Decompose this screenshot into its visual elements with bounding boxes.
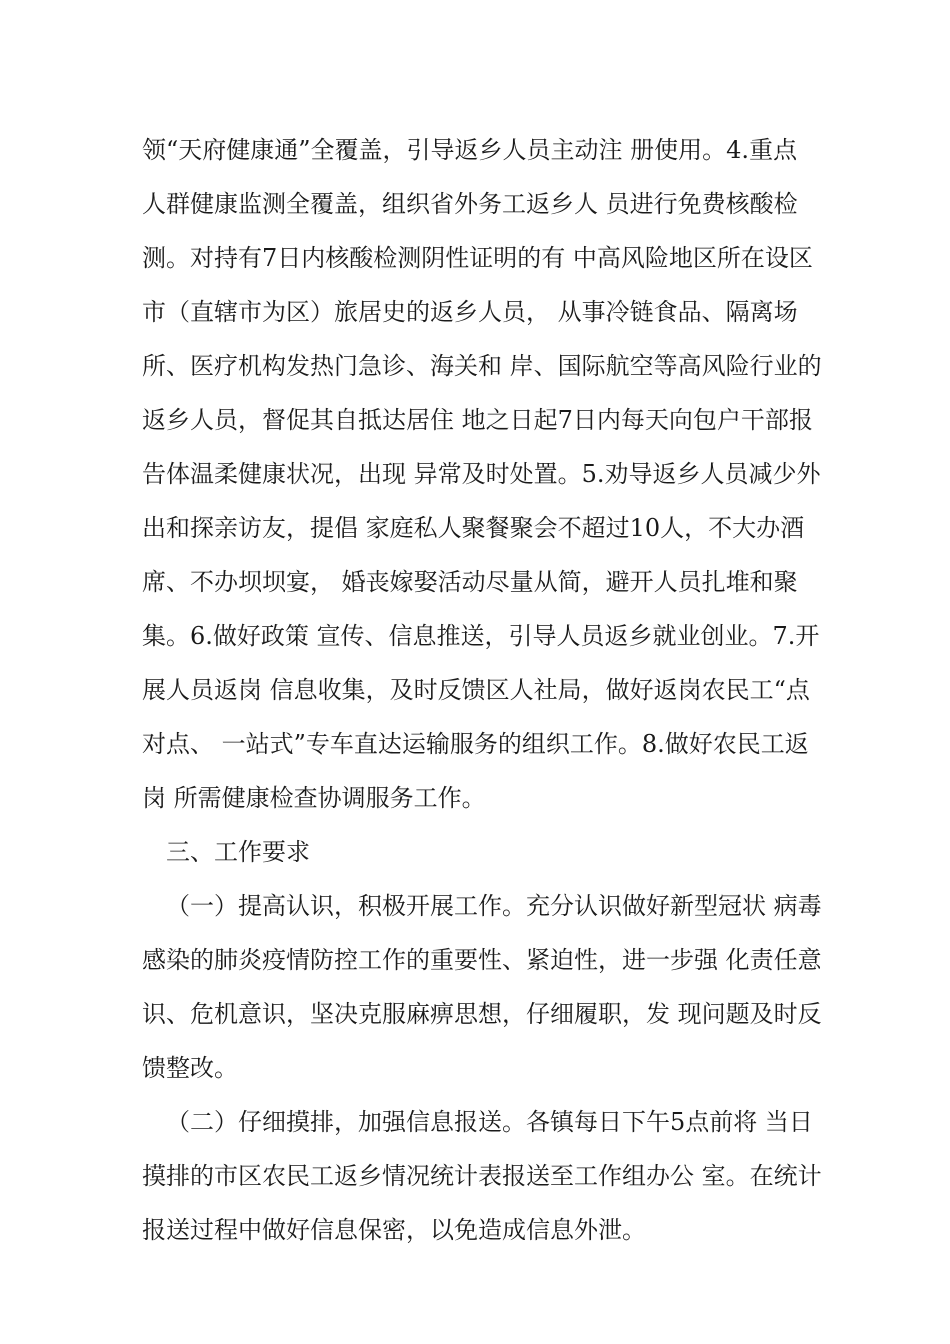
- body-line: 测。对持有7日内核酸检测阴性证明的有 中高风险地区所在设区: [142, 244, 813, 272]
- paragraph-line: 馈整改。: [142, 1054, 238, 1082]
- body-line: 出和探亲访友，提倡 家庭私人聚餐聚会不超过10人，不大办酒: [142, 514, 805, 542]
- body-line: 集。6.做好政策 宣传、信息推送，引导人员返乡就业创业。7.开: [142, 622, 820, 650]
- paragraph-line: 报送过程中做好信息保密，以免造成信息外泄。: [142, 1216, 646, 1244]
- paragraph-line: 感染的肺炎疫情防控工作的重要性、紧迫性，进一步强 化责任意: [142, 946, 822, 974]
- body-line: 岗 所需健康检查协调服务工作。: [142, 784, 486, 812]
- paragraph-line: 摸排的市区农民工返乡情况统计表报送至工作组办公 室。在统计: [142, 1162, 822, 1190]
- section-heading: 三、工作要求: [166, 838, 310, 866]
- body-line: 领“天府健康通”全覆盖，引导返乡人员主动注 册使用。4.重点: [142, 136, 798, 164]
- body-line: 展人员返岗 信息收集，及时反馈区人社局，做好返岗农民工“点: [142, 676, 810, 704]
- body-line: 告体温柔健康状况，出现 异常及时处置。5.劝导返乡人员减少外: [142, 460, 821, 488]
- paragraph-line: 识、危机意识，坚决克服麻痹思想，仔细履职，发 现问题及时反: [142, 1000, 822, 1028]
- body-line: 席、不办坝坝宴， 婚丧嫁娶活动尽量从简，避开人员扎堆和聚: [142, 568, 798, 596]
- paragraph-line: （二）仔细摸排，加强信息报送。各镇每日下午5点前将 当日: [166, 1108, 813, 1136]
- paragraph-line: （一）提高认识，积极开展工作。充分认识做好新型冠状 病毒: [166, 892, 822, 920]
- body-line: 人群健康监测全覆盖，组织省外务工返乡人 员进行免费核酸检: [142, 190, 798, 218]
- body-line: 返乡人员，督促其自抵达居住 地之日起7日内每天向包户干部报: [142, 406, 813, 434]
- body-line: 市（直辖市为区）旅居史的返乡人员， 从事冷链食品、隔离场: [142, 298, 798, 326]
- body-line: 所、医疗机构发热门急诊、海关和 岸、国际航空等高风险行业的: [142, 352, 822, 380]
- body-line: 对点、 一站式”专车直达运输服务的组织工作。8.做好农民工返: [142, 730, 809, 758]
